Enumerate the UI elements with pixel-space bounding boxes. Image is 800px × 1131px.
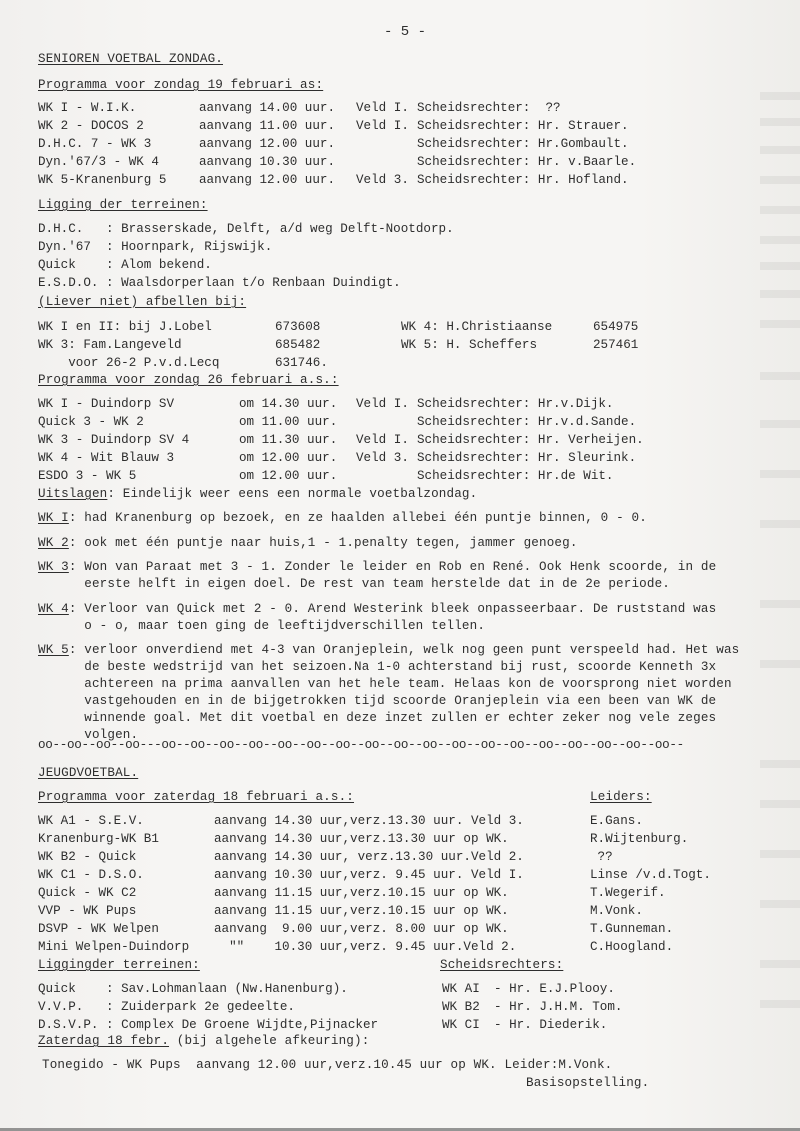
location: : Waalsdorperlaan t/o Renbaan Duindigt.	[106, 276, 401, 290]
referee: Scheidsrechter: ??	[417, 101, 561, 115]
leader: E.Gans.	[590, 814, 643, 828]
time: aanvang 14.00 uur.	[199, 101, 336, 115]
contact: WK 5: H. Scheffers	[401, 338, 538, 352]
result-text: : ook met één puntje naar huis,1 - 1.penalty tegen, jammer genoeg.	[68, 536, 578, 550]
phone: 257461	[593, 338, 639, 352]
result-wk3-cont: eerste helft in eigen doel. De rest van team herstelde dat in de 2e periode.	[38, 577, 671, 591]
result-text: : verloor onverdiend met 4-3 van Oranjeplein, welk nog geen punt verspeeld had. Het was	[68, 643, 740, 657]
leader: Linse /v.d.Togt.	[590, 868, 711, 882]
time: aanvang 11.15 uur,verz.10.15 uur op WK.	[214, 904, 509, 918]
match: WK B2 - Quick	[38, 850, 137, 864]
field: Veld I.	[356, 119, 409, 133]
field: Veld 3.	[356, 173, 409, 187]
time: aanvang 14.30 uur,verz.13.30 uur. Veld 3.	[214, 814, 524, 828]
referee: - Hr. Diederik.	[494, 1018, 608, 1032]
contact: WK 4: H.Christiaanse	[401, 320, 553, 334]
result-text: : Verloor van Quick met 2 - 0. Arend Westerink bleek onpasseerbaar. De ruststand was	[68, 602, 717, 616]
time: aanvang 14.30 uur,verz.13.30 uur op WK.	[214, 832, 509, 846]
match: WK I - Duindorp SV	[38, 397, 175, 411]
match: Mini Welpen-Duindorp	[38, 940, 190, 954]
time: aanvang 10.30 uur.	[199, 155, 336, 169]
program-18-title: Programma voor zaterdag 18 februari a.s.:	[38, 790, 355, 804]
uitslagen-text: : Eindelijk weer eens een normale voetbalzondag.	[107, 487, 478, 501]
result-wk4	[38, 601, 716, 617]
section-divider: oo--oo--oo--oo---oo--oo--oo--oo--oo--oo--oo--oo--oo--oo--oo--oo--oo--oo--oo--oo--oo--oo--	[38, 738, 684, 752]
referee: Scheidsrechter: Hr.v.Dijk.	[417, 397, 614, 411]
club: Dyn.'67	[38, 240, 99, 254]
phone: 685482	[275, 338, 321, 352]
match: Kranenburg-WK B1	[38, 832, 159, 846]
result-wk1	[38, 510, 647, 526]
scheidsrechters-title: Scheidsrechters:	[440, 958, 564, 972]
time: aanvang 11.15 uur,verz.10.15 uur op WK.	[214, 886, 509, 900]
referee: Scheidsrechter: Hr. Verheijen.	[417, 433, 644, 447]
location: : Brasserskade, Delft, a/d weg Delft-Nootdorp.	[106, 222, 454, 236]
match: WK 3 - Duindorp SV 4	[38, 433, 190, 447]
uitslagen-label: Uitslagen	[38, 487, 108, 501]
team-label: WK I	[38, 511, 69, 525]
time: aanvang 9.00 uur,verz. 8.00 uur op WK.	[214, 922, 509, 936]
referee: Scheidsrechter: Hr. Hofland.	[417, 173, 629, 187]
location: : Complex De Groene Wijdte,Pijnacker	[106, 1018, 379, 1032]
time: aanvang 14.30 uur, verz.13.30 uur.Veld 2.	[214, 850, 524, 864]
match: ESDO 3 - WK 5	[38, 469, 137, 483]
referee: Scheidsrechter: Hr.de Wit.	[417, 469, 614, 483]
time: aanvang 10.30 uur,verz. 9.45 uur. Veld I.	[214, 868, 524, 882]
referee: - Hr. E.J.Plooy.	[494, 982, 615, 996]
club: D.H.C.	[38, 222, 99, 236]
time: aanvang 11.00 uur.	[199, 119, 336, 133]
field: Veld I.	[356, 101, 409, 115]
time: om 12.00 uur.	[239, 469, 338, 483]
team: WK B2	[442, 1000, 480, 1014]
location: : Alom bekend.	[106, 258, 212, 272]
ligging-title: Ligging der terreinen:	[38, 198, 208, 212]
result-wk5	[38, 642, 739, 658]
leader: M.Vonk.	[590, 904, 643, 918]
afkeuring-heading	[38, 1033, 369, 1049]
team-label: WK 5	[38, 643, 69, 657]
leader: T.Wegerif.	[590, 886, 666, 900]
contact: WK 3: Fam.Langeveld	[38, 338, 182, 352]
program-19-title: Programma voor zondag 19 februari as:	[38, 78, 324, 92]
time: om 11.30 uur.	[239, 433, 338, 447]
jeugd-ligging-title: Liggingder terreinen:	[38, 958, 200, 972]
match: WK 2 - DOCOS 2	[38, 119, 144, 133]
field: Veld I.	[356, 397, 409, 411]
result-wk2	[38, 535, 578, 551]
section-title-jeugd: JEUGDVOETBAL.	[38, 766, 139, 780]
leader: ??	[590, 850, 613, 864]
leiders-title: Leiders:	[590, 790, 652, 804]
contact: WK I en II: bij J.Lobel	[38, 320, 212, 334]
field: Veld I.	[356, 433, 409, 447]
referee: Scheidsrechter: Hr. v.Baarle.	[417, 155, 637, 169]
afkeuring-line: Tonegido - WK Pups aanvang 12.00 uur,verz.10.45 uur op WK. Leider:M.Vonk.	[42, 1058, 613, 1072]
time: aanvang 12.00 uur.	[199, 137, 336, 151]
club: Quick	[38, 258, 99, 272]
match: Quick 3 - WK 2	[38, 415, 144, 429]
match: Quick - WK C2	[38, 886, 137, 900]
club: E.S.D.O.	[38, 276, 99, 290]
team-label: WK 2	[38, 536, 69, 550]
result-wk4-cont: o - o, maar toen ging de leeftijdverschillen tellen.	[38, 619, 486, 633]
phone: 654975	[593, 320, 639, 334]
program-26-title: Programma voor zondag 26 februari a.s.:	[38, 373, 339, 387]
club: V.V.P.	[38, 1000, 99, 1014]
team-label: WK 3	[38, 560, 69, 574]
match: WK I - W.I.K.	[38, 101, 137, 115]
club: D.S.V.P.	[38, 1018, 99, 1032]
match: WK A1 - S.E.V.	[38, 814, 144, 828]
match: D.H.C. 7 - WK 3	[38, 137, 152, 151]
result-wk5-cont: de beste wedstrijd van het seizoen.Na 1-0 achterstand bij rust, scoorde Kenneth 3x	[38, 660, 717, 674]
result-wk5-cont: achtereen na prima aanvallen van het hele team. Helaas kon de voorsprong niet worden	[38, 677, 732, 691]
location: : Sav.Lohmanlaan (Nw.Hanenburg).	[106, 982, 348, 996]
afbellen-title: (Liever niet) afbellen bij:	[38, 295, 247, 309]
contact: voor 26-2 P.v.d.Lecq	[38, 356, 220, 370]
result-wk3	[38, 559, 716, 575]
team-label: WK 4	[38, 602, 69, 616]
phone: 631746.	[275, 356, 328, 370]
match: WK 5-Kranenburg 5	[38, 173, 167, 187]
team: WK AI	[442, 982, 480, 996]
match: Dyn.'67/3 - WK 4	[38, 155, 159, 169]
afkeuring-title: Zaterdag 18 febr.	[38, 1034, 170, 1048]
referee: Scheidsrechter: Hr. Strauer.	[417, 119, 629, 133]
location: : Hoornpark, Rijswijk.	[106, 240, 273, 254]
club: Quick	[38, 982, 99, 996]
result-wk5-cont: winnende goal. Met dit voetbal en deze inzet zullen er echter zeker nog vele zeges	[38, 711, 717, 725]
location: : Zuiderpark 2e gedeelte.	[106, 1000, 295, 1014]
referee: Scheidsrechter: Hr.v.d.Sande.	[417, 415, 637, 429]
referee: Scheidsrechter: Hr. Sleurink.	[417, 451, 637, 465]
leader: T.Gunneman.	[590, 922, 674, 936]
afkeuring-line-2: Basisopstelling.	[526, 1076, 650, 1090]
match: DSVP - WK Welpen	[38, 922, 159, 936]
result-text: : Won van Paraat met 3 - 1. Zonder le leider en Rob en René. Ook Henk scoorde, in de	[68, 560, 717, 574]
result-wk5-cont: vastgehouden en in de bijgetrokken tijd scoorde Oranjeplein via een been van WK de	[38, 694, 717, 708]
page-number: - 5 -	[384, 24, 427, 40]
time: aanvang 12.00 uur.	[199, 173, 336, 187]
time: om 12.00 uur.	[239, 451, 338, 465]
leader: C.Hoogland.	[590, 940, 674, 954]
time: "" 10.30 uur,verz. 9.45 uur.Veld 2.	[214, 940, 517, 954]
time: om 11.00 uur.	[239, 415, 338, 429]
uitslagen-intro	[38, 486, 477, 502]
referee: Scheidsrechter: Hr.Gombault.	[417, 137, 629, 151]
leader: R.Wijtenburg.	[590, 832, 689, 846]
field: Veld 3.	[356, 451, 409, 465]
referee: - Hr. J.H.M. Tom.	[494, 1000, 623, 1014]
section-title-senioren: SENIOREN VOETBAL ZONDAG.	[38, 52, 223, 66]
phone: 673608	[275, 320, 321, 334]
time: om 14.30 uur.	[239, 397, 338, 411]
afkeuring-subtitle: (bij algehele afkeuring):	[169, 1034, 370, 1048]
match: WK 4 - Wit Blauw 3	[38, 451, 175, 465]
team: WK CI	[442, 1018, 480, 1032]
result-text: : had Kranenburg op bezoek, en ze haalden allebei één puntje binnen, 0 - 0.	[68, 511, 647, 525]
result-wk5-cont: volgen.	[38, 728, 139, 742]
match: WK C1 - D.S.O.	[38, 868, 144, 882]
match: VVP - WK Pups	[38, 904, 137, 918]
